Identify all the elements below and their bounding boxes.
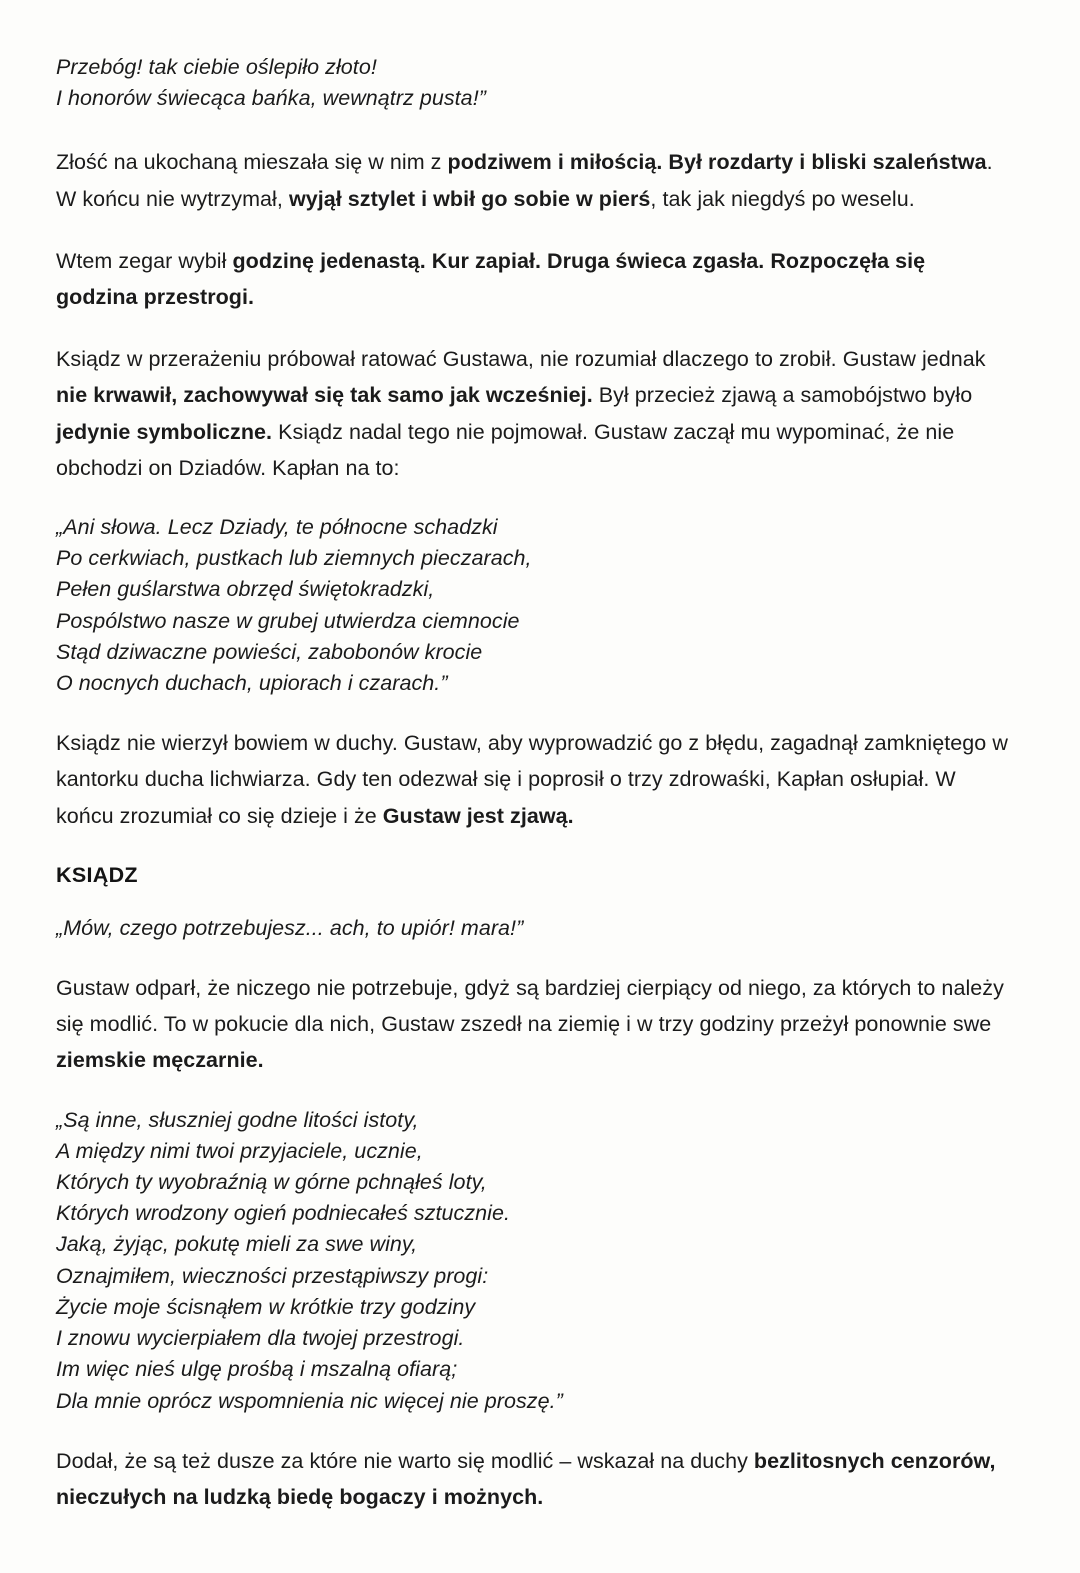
body-text: Gustaw odparł, że niczego nie potrzebuje, gdyż są bardziej cierpiący od niego, za których to należy się modlić. To w pokucie dla nich, Gustaw zszedł na ziemię i w trzy godziny przeżył ponownie swe xyxy=(56,976,1004,1037)
body-text: . W końcu nie wytrzymał, xyxy=(56,150,993,211)
paragraph-zlosc xyxy=(56,144,1012,216)
emphasis-text: godzinę jedenastą. Kur zapiał. Druga świeca zgasła. Rozpoczęła się godzina przestrogi. xyxy=(56,248,926,310)
spacer xyxy=(56,217,1022,243)
verse-block-sa-inne xyxy=(56,1105,1022,1417)
body-text: Był przecież zjawą a samobójstwo było xyxy=(592,383,973,408)
speaker-heading-ksiadz: KSIĄDZ xyxy=(56,862,138,887)
emphasis-text: nie krwawił, zachowywał się tak samo jak wcześniej. xyxy=(56,383,593,408)
verse-line: Po cerkwiach, pustkach lub ziemnych pieczarach, xyxy=(56,546,532,571)
verse-line: Stąd dziwaczne powieści, zabobonów krocie xyxy=(56,639,483,664)
verse-line: Jaką, żyjąc, pokutę mieli za swe winy, xyxy=(56,1232,418,1257)
verse-line: A między nimi twoi przyjaciele, uczniе, xyxy=(56,1138,423,1163)
emphasis-text: ziemskie męczarnie. xyxy=(56,1048,264,1073)
verse-line: I honorów świecąca bańka, wewnątrz pusta!” xyxy=(56,86,486,111)
verse-block-przebog xyxy=(56,52,1022,114)
spacer xyxy=(56,834,1022,860)
verse-line: Dla mnie oprócz wspomnienia nic więcej nie proszę.” xyxy=(56,1388,563,1413)
verse-line: „Są inne, słuszniej godne litości istoty, xyxy=(56,1107,419,1132)
verse-line: Pełen guślarstwa obrzęd świętokradzki, xyxy=(56,577,435,602)
body-text: Złość na ukochaną mieszała się w nim z xyxy=(56,150,448,175)
verse-line: Życie moje ścisnąłem w krótkie trzy godziny xyxy=(56,1294,476,1319)
body-text: , tak jak niegdyś po weselu. xyxy=(650,186,915,211)
spacer xyxy=(56,486,1022,512)
verse-line: „Mów, czego potrzebujesz... ach, to upiór! mara!” xyxy=(56,915,524,940)
spacer xyxy=(56,114,1022,144)
spacer xyxy=(56,1079,1022,1105)
emphasis-text: wyjął sztylet i wbił go sobie w pierś xyxy=(288,186,651,211)
spacer xyxy=(56,699,1022,725)
body-text: Ksiądz nadal tego nie pojmował. Gustaw zaczął mu wypominać, że nie obchodzi on Dziadów. Kapłan na to: xyxy=(56,419,955,480)
body-text: Dodał, że są też dusze za które nie warto się modlić – wskazał na duchy xyxy=(56,1448,754,1473)
body-text: Wtem zegar wybił xyxy=(56,248,233,273)
spacer xyxy=(56,315,1022,341)
spacer xyxy=(56,944,1022,970)
verse-line: I znowu wycierpiałem dla twojej przestrogi. xyxy=(56,1326,465,1351)
paragraph-ksiadz-przerazenie xyxy=(56,341,1012,486)
verse-line: Przebóg! tak ciebie oślepiło złoto! xyxy=(56,55,377,79)
verse-block-ani-slowa xyxy=(56,512,1022,699)
verse-line: O nocnych duchach, upiorach i czarach.” xyxy=(56,671,448,696)
verse-line: Im więc nieś ulgę prośbą i mszalną ofiarą; xyxy=(56,1357,458,1382)
body-text: Ksiądz w przerażeniu próbował ratować Gustawa, nie rozumiał dlaczego to zrobił. Gustaw jednak xyxy=(56,347,986,372)
spacer xyxy=(56,1417,1022,1443)
emphasis-text: bezlitosnych cenzorów, nieczułych na ludzką biedę bogaczy i możnych. xyxy=(56,1448,996,1509)
verse-line: „Ani słowa. Lecz Dziady, te północne schadzki xyxy=(56,515,498,540)
paragraph-gustaw-odparl xyxy=(56,970,1012,1079)
verse-line: Oznajmiłem, wieczności przestąpiwszy progi: xyxy=(56,1263,489,1288)
verse-line: Których wrodzony ogień podniecałeś sztucznie. xyxy=(56,1201,511,1226)
emphasis-text: jedynie symboliczne. xyxy=(56,419,273,444)
emphasis-text: podziwem i miłością. Był rozdarty i bliski szaleństwa xyxy=(447,150,987,175)
paragraph-nie-wierzyl xyxy=(56,725,1012,834)
emphasis-text: Gustaw jest zjawą. xyxy=(382,803,574,828)
paragraph-wtem-zegar xyxy=(56,243,1012,315)
spacer xyxy=(56,891,1022,913)
verse-line: Których ty wyobraźnią w górne pchnąłeś loty, xyxy=(56,1170,487,1195)
paragraph-dodal xyxy=(56,1443,1012,1515)
body-text: Ksiądz nie wierzył bowiem w duchy. Gustaw, aby wyprowadzić go z błędu, zagadnął zamkniętego w kantorku ducha lichwiarza. Gdy ten odezwał się i poprosił o trzy zdrowaśki, Kapłan osłupiał. W końcu zrozumiał co się dzieje i że xyxy=(56,731,1008,828)
verse-line: Pospólstwo nasze w grubej utwierdza ciemnocie xyxy=(56,608,520,633)
verse-block-mow xyxy=(56,913,1022,944)
